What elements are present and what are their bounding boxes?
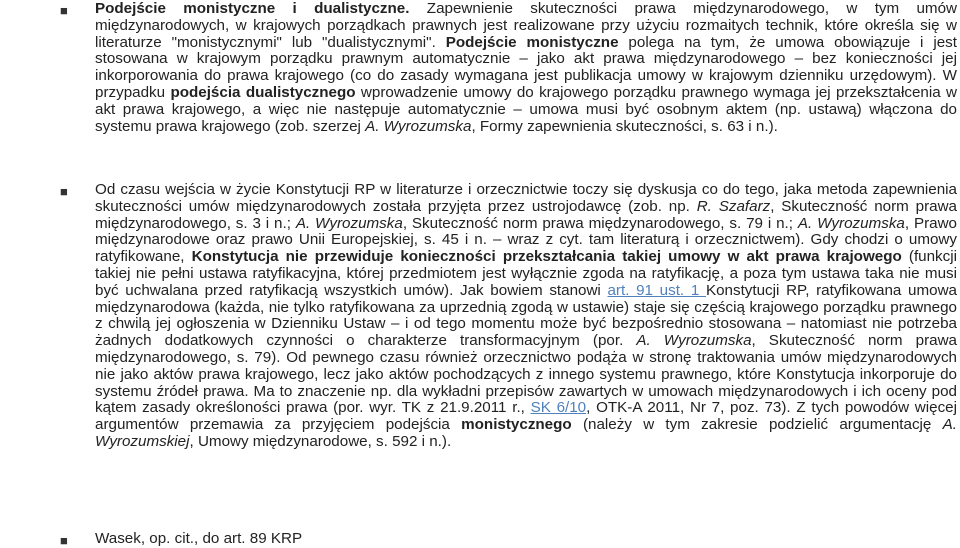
link-art-91[interactable]: art. 91 ust. 1 [607,281,706,299]
bullet-square-icon: ■ [60,184,68,199]
bold-heading: Podejście monistyczne i dualistyczne. [95,0,410,17]
paragraph-monism-dualism: Podejście monistyczne i dualistyczne. Zapewnienie skuteczności prawa międzynarodowego, w tym umów międzynarodowych, w krajowych porządkach prawnych jest realizowane przy użyciu rozmaitych technik, które określa się w literaturze "monistycznymi" lub "dualistycznymi". Podejście monistyczne polega na tym, że umowa obowiązuje i jest stosowana w krajowym porządku prawnym automatycznie – jako akt prawa międzynarodowego – bez konieczności jej inkorporowania do prawa krajowego (co do zasady wymagana jest publikacja umowy w krajowym dzienniku urzędowym). W przypadku podejścia dualistycznego wprowadzenie umowy do krajowego porządku prawnego wymaga jej przekształcenia w akt prawa krajowego, a więc nie następuje automatycznie – umowa musi być osobnym aktem (np. ustawą) włączona do systemu prawa krajowego (zob. szerzej A. Wyrozumska, Formy zapewnienia skuteczności, s. 63 i n.). [95,0,958,135]
paragraph-constitution-discussion: Od czasu wejścia w życie Konstytucji RP w literaturze i orzecznictwie toczy się dyskusja co do tego, jaka metoda zapewnienia skuteczności umów międzynarodowych została przyjęta przez ustrojodawcę (zob. np. R. Szafarz, Skuteczność norm prawa międzynarodowego, s. 3 i n.; A. Wyrozumska, Skuteczność norm prawa międzynarodowego, s. 79 i n.; A. Wyrozumska, Prawo międzynarodowe oraz prawo Unii Europejskiej, s. 45 i n. – wraz z cyt. tam literaturą i orzecznictwem). Gdy chodzi o umowy ratyfikowane, Konstytucja nie przewiduje konieczności przekształcania takiej umowy w akt prawa krajowego (funkcji takiej nie pełni ustawa ratyfikacyjna, której przedmiotem jest wyłącznie zgoda na ratyfikację, a poza tym ustawa taka nie musi być uchwalana przed ratyfikacją wszystkich umów). Jak bowiem stanowi art. 91 ust. 1 Konstytucji RP, ratyfikowana umowa międzynarodowa (każda, nie tylko ratyfikowana za uprzednią zgodą w ustawie) staje się częścią krajowego porządku prawnego z chwilą jej ogłoszenia w Dzienniku Ustaw – i od tego momentu może być bezpośrednio stosowana – natomiast nie potrzeba żadnych dodatkowych czynności o charakterze transformacyjnym (por. A. Wyrozumska, Skuteczność norm prawa międzynarodowego, s. 79). Od pewnego czasu również orzecznictwo podąża w stronę traktowania umów międzynarodowych nie jako aktów prawa krajowego, lecz jako aktów pochodzących z innego systemu prawnego, które Konstytucja inkorporuje do systemu źródeł prawa. Ma to znaczenie np. dla wykładni przepisów zawartych w umowach międzynarodowych i ich oceny pod kątem zasady określoności prawa (por. wyr. TK z 21.9.2011 r., SK 6/10, OTK-A 2011, Nr 7, poz. 73). Z tych powodów więcej argumentów przemawia za przyjęciem podejścia monistycznego (należy w tym zakresie podzielić argumentację A. Wyrozumskiej, Umowy międzynarodowe, s. 592 i n.). [95,181,958,450]
author-name: A. Wyrozumska [365,117,472,135]
bullet-square-icon: ■ [60,533,68,548]
author-name: A. Wyrozumska [636,332,752,350]
author-name: A. Wyrozumska [797,214,905,232]
author-name: R. Szafarz [696,197,771,215]
bold-term: monistycznego [461,416,572,434]
bold-statement: Konstytucja nie przewiduje konieczności przekształcania takiej umowy w akt prawa krajowego [191,248,902,266]
author-name: A. Wyrozumskiej [95,416,957,450]
bold-term: podejścia dualistycznego [170,83,356,101]
paragraph-source-note: Wasek, op. cit., do art. 89 KRP [95,530,303,547]
link-sk-6-10[interactable]: SK 6/10 [530,399,587,417]
bold-term: Podejście monistyczne [445,33,619,51]
bullet-square-icon: ■ [60,3,68,18]
author-name: A. Wyrozumska [295,214,403,232]
